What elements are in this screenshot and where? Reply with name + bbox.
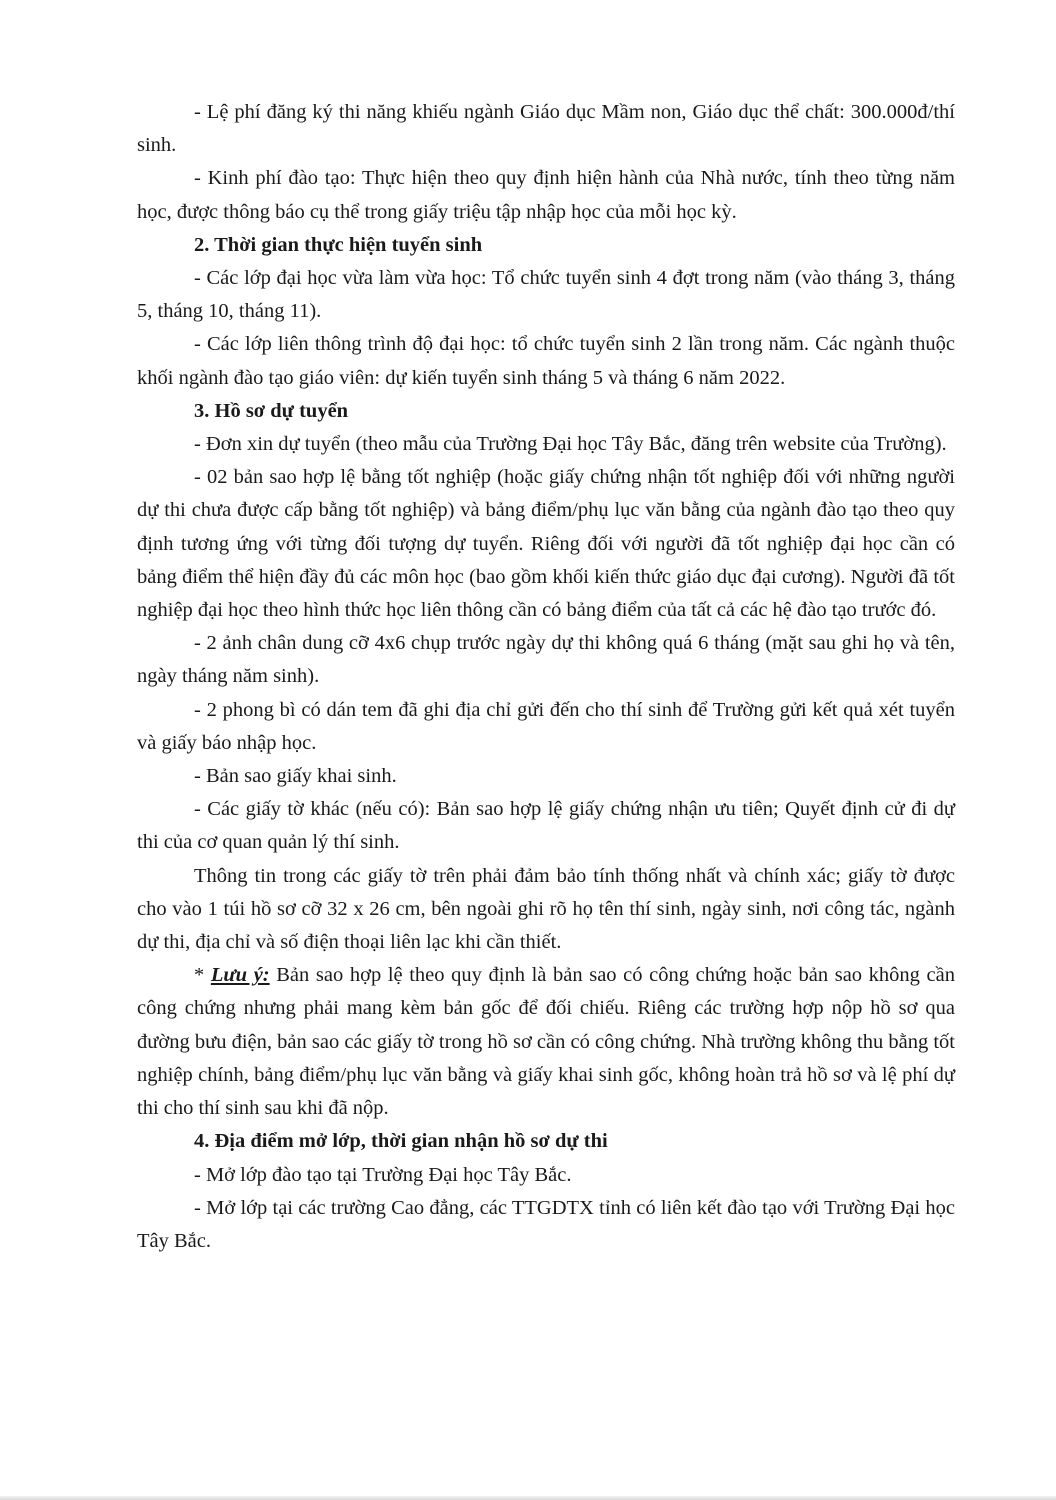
fee-aptitude-paragraph: - Lệ phí đăng ký thi năng khiếu ngành Giáo dục Mầm non, Giáo dục thể chất: 300.000đ/thí sinh. <box>137 101 955 157</box>
birth-certificate-paragraph: - Bản sao giấy khai sinh. <box>194 765 397 788</box>
section-heading-location: 4. Địa điểm mở lớp, thời gian nhận hồ sơ dự thi <box>194 1130 608 1153</box>
envelopes-paragraph: - 2 phong bì có dán tem đã ghi địa chỉ gửi đến cho thí sinh để Trường gửi kết quả xét tuyển và giấy báo nhập học. <box>137 698 955 754</box>
note-label: Lưu ý: <box>210 964 270 987</box>
section-heading-schedule: 2. Thời gian thực hiện tuyển sinh <box>194 233 483 256</box>
location-university-paragraph: - Mở lớp đào tạo tại Trường Đại học Tây Bắc. <box>194 1163 572 1186</box>
document-info-paragraph: Thông tin trong các giấy tờ trên phải đảm bảo tính thống nhất và chính xác; giấy tờ được cho vào 1 túi hồ sơ cỡ 32 x 26 cm, bên ngoài ghi rõ họ tên thí sinh, ngày sinh, nơi công tác, ngành dự thi, địa chỉ và số điện thoại liên lạc khi cần thiết. <box>137 864 955 954</box>
training-cost-paragraph: - Kinh phí đào tạo: Thực hiện theo quy định hiện hành của Nhà nước, tính theo từng năm học, được thông báo cụ thể trong giấy triệu tập nhập học của mỗi học kỳ. <box>137 167 955 223</box>
part-time-schedule-paragraph: - Các lớp đại học vừa làm vừa học: Tổ chức tuyển sinh 4 đợt trong năm (vào tháng 3, tháng 5, tháng 10, tháng 11). <box>137 267 955 323</box>
other-documents-paragraph: - Các giấy tờ khác (nếu có): Bản sao hợp lệ giấy chứng nhận ưu tiên; Quyết định cử đi dự thi của cơ quan quản lý thí sinh. <box>137 798 955 854</box>
portrait-photos-paragraph: - 2 ảnh chân dung cỡ 4x6 chụp trước ngày dự thi không quá 6 tháng (mặt sau ghi họ và tên, ngày tháng năm sinh). <box>137 632 955 688</box>
application-form-paragraph: - Đơn xin dự tuyển (theo mẫu của Trường Đại học Tây Bắc, đăng trên website của Trường). <box>194 433 947 456</box>
bridge-program-schedule-paragraph: - Các lớp liên thông trình độ đại học: tổ chức tuyển sinh 2 lần trong năm. Các ngành thuộc khối ngành đào tạo giáo viên: dự kiến tuyển sinh tháng 5 và tháng 6 năm 2022. <box>137 333 955 389</box>
document-body <box>137 96 955 1258</box>
note-text: Bản sao hợp lệ theo quy định là bản sao có công chứng hoặc bản sao không cần công chứng nhưng phải mang kèm bản gốc để đối chiếu. Riêng các trường hợp nộp hồ sơ qua đường bưu điện, bản sao các giấy tờ trong hồ sơ cần có công chứng. Nhà trường không thu bằng tốt nghiệp chính, bảng điểm/phụ lục văn bằng và giấy khai sinh gốc, không hoàn trả hồ sơ và lệ phí dự thi cho thí sinh sau khi đã nộp. <box>137 964 955 1120</box>
note-prefix: * <box>194 964 211 987</box>
section-heading-application: 3. Hồ sơ dự tuyển <box>194 399 349 422</box>
note-paragraph <box>137 959 955 1125</box>
scan-bottom-edge <box>0 1496 1056 1500</box>
location-partners-paragraph: - Mở lớp tại các trường Cao đẳng, các TTGDTX tỉnh có liên kết đào tạo với Trường Đại học Tây Bắc. <box>137 1196 955 1252</box>
diploma-copies-paragraph: - 02 bản sao hợp lệ bằng tốt nghiệp (hoặc giấy chứng nhận tốt nghiệp đối với những người dự thi chưa được cấp bằng tốt nghiệp) và bảng điểm/phụ lục văn bằng của ngành đào tạo theo quy định tương ứng với từng đối tượng dự tuyển. Riêng đối với người đã tốt nghiệp đại học cần có bảng điểm thể hiện đầy đủ các môn học (bao gồm khối kiến thức giáo dục đại cương). Người đã tốt nghiệp đại học theo hình thức học liên thông cần có bảng điểm của tất cả các hệ đào tạo trước đó. <box>137 466 955 622</box>
